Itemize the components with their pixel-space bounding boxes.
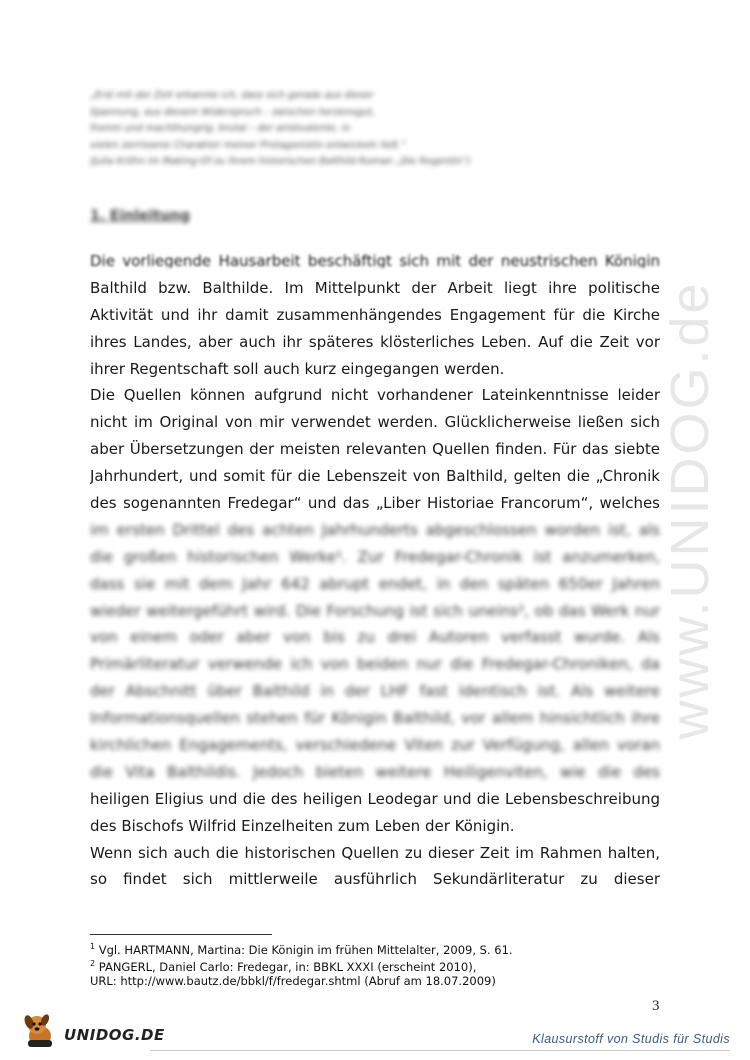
section-heading: 1. Einleitung (90, 208, 191, 224)
body-line: nicht im Original von mir verwendet werden. Glücklicherweise ließen sich (90, 413, 660, 432)
unidog-logo[interactable] (20, 1010, 165, 1050)
body-line: Die vorliegende Hausarbeit beschäftigt sich mit der neustrischen Königin (90, 252, 660, 268)
body-line: die Vita Balthildis. Jedoch bieten weitere Heiligenviten, wie die des (90, 762, 660, 781)
footnote (90, 940, 670, 957)
footnote-text: Vgl. HARTMANN, Martina: Die Königin im frühen Mittelalter, 2009, S. 61. (95, 942, 513, 957)
footnote (90, 974, 670, 988)
body-line: Primärliteratur verwende ich von beiden nur die Fredegar-Chroniken, da (90, 655, 660, 674)
body-line: dass sie mit dem Jahr 642 abrupt endet, in den späten 650er Jahren (90, 574, 660, 593)
body-line: ihrer Regentschaft soll auch kurz eingegangen werden. (90, 359, 505, 378)
body-line: heiligen Eligius und die des heiligen Leodegar und die Lebensbeschreibung (90, 789, 660, 808)
body-line: Die Quellen können aufgrund nicht vorhandener Lateinkenntnisse leider (90, 386, 660, 405)
dog-mascot-icon (20, 1010, 60, 1050)
body-line: ihres Landes, aber auch ihr späteres klösterliches Leben. Auf die Zeit vor (90, 332, 660, 351)
body-line: im ersten Drittel des achten Jahrhunderts abgeschlossen worden ist, als (90, 520, 660, 539)
epigraph-line: (Julia Kröhn im Making-Of zu ihrem historischen Balthild-Roman „Die Regentin“) (90, 156, 471, 167)
body-line: des sogenannten Fredegar“ und das „Liber Historiae Francorum“, welches (90, 494, 660, 513)
footnote (90, 957, 670, 974)
body-line: Jahrhundert, und somit für die Lebenszeit von Balthild, gelten die „Chronik (90, 467, 660, 486)
body-line: Wenn sich auch die historischen Quellen zu dieser Zeit im Rahmen halten, (90, 843, 660, 862)
body-line: kirchlichen Engagements, verschiedene Viten zur Verfügung, allen voran (90, 736, 660, 755)
watermark-text: www.UNIDOG.de (660, 280, 720, 740)
body-line: des Bischofs Wilfrid Einzelheiten zum Leben der Königin. (90, 816, 515, 835)
page-number: 3 (652, 998, 660, 1014)
blurred-paragraph (90, 517, 660, 786)
footnote-number: 1 (90, 942, 96, 951)
body-line: der Abschnitt über Balthild in der LHF fast identisch ist. Als weitere (90, 682, 660, 701)
body-line: Aktivität und ihr damit zusammenhängendes Engagement für die Kirche (90, 305, 660, 324)
epigraph-line: Spannung, aus diesem Widerspruch – zwischen herzensgut, (90, 106, 376, 118)
body-line: aber Übersetzungen der meisten relevanten Quellen finden. Für das siebte (90, 440, 660, 459)
body-line: die großen historischen Werke¹. Zur Fredegar-Chronik ist anzumerken, (90, 547, 660, 566)
body-line: Balthild bzw. Balthilde. Im Mittelpunkt der Arbeit liegt ihre politische (90, 278, 660, 297)
logo-text: UNIDOG.DE (64, 1026, 165, 1044)
footer-divider (150, 1050, 730, 1051)
body-line: von einem oder aber von bis zu drei Autoren verfasst wurde. Als (90, 628, 660, 647)
footnote-divider (90, 934, 272, 935)
epigraph-line: „Erst mit der Zeit erkannte ich, dass sich gerade aus dieser (90, 90, 374, 101)
watermark (650, 280, 730, 740)
epigraph-line: fromm und machthungrig, brutal – der ambivalente, in (90, 123, 351, 134)
footnotes (90, 940, 670, 988)
body-line: so findet sich mittlerweile ausführlich Sekundärliteratur zu dieser (90, 870, 660, 889)
epigraph-quote (90, 88, 550, 171)
body-text (90, 248, 660, 893)
footnote-url: URL: http://www.bautz.de/bbkl/f/fredegar.shtml (Abruf am 18.07.2009) (90, 974, 496, 989)
footnote-number: 2 (90, 959, 96, 969)
epigraph-line: vielen zerrissene Charakter meiner Protagonistin entwickeln ließ.“ (90, 139, 406, 151)
footnote-text: PANGERL, Daniel Carlo: Fredegar, in: BBKL XXXI (erscheint 2010), (95, 959, 477, 974)
body-line: Informationsquellen stehen für Königin Balthild, vor allem hinsichtlich ihre (90, 709, 660, 728)
body-line: wieder weitergeführt wird. Die Forschung ist sich uneins², ob das Werk nur (90, 601, 660, 620)
footer-tagline: Klausurstoff von Studis für Studis (532, 1032, 730, 1046)
